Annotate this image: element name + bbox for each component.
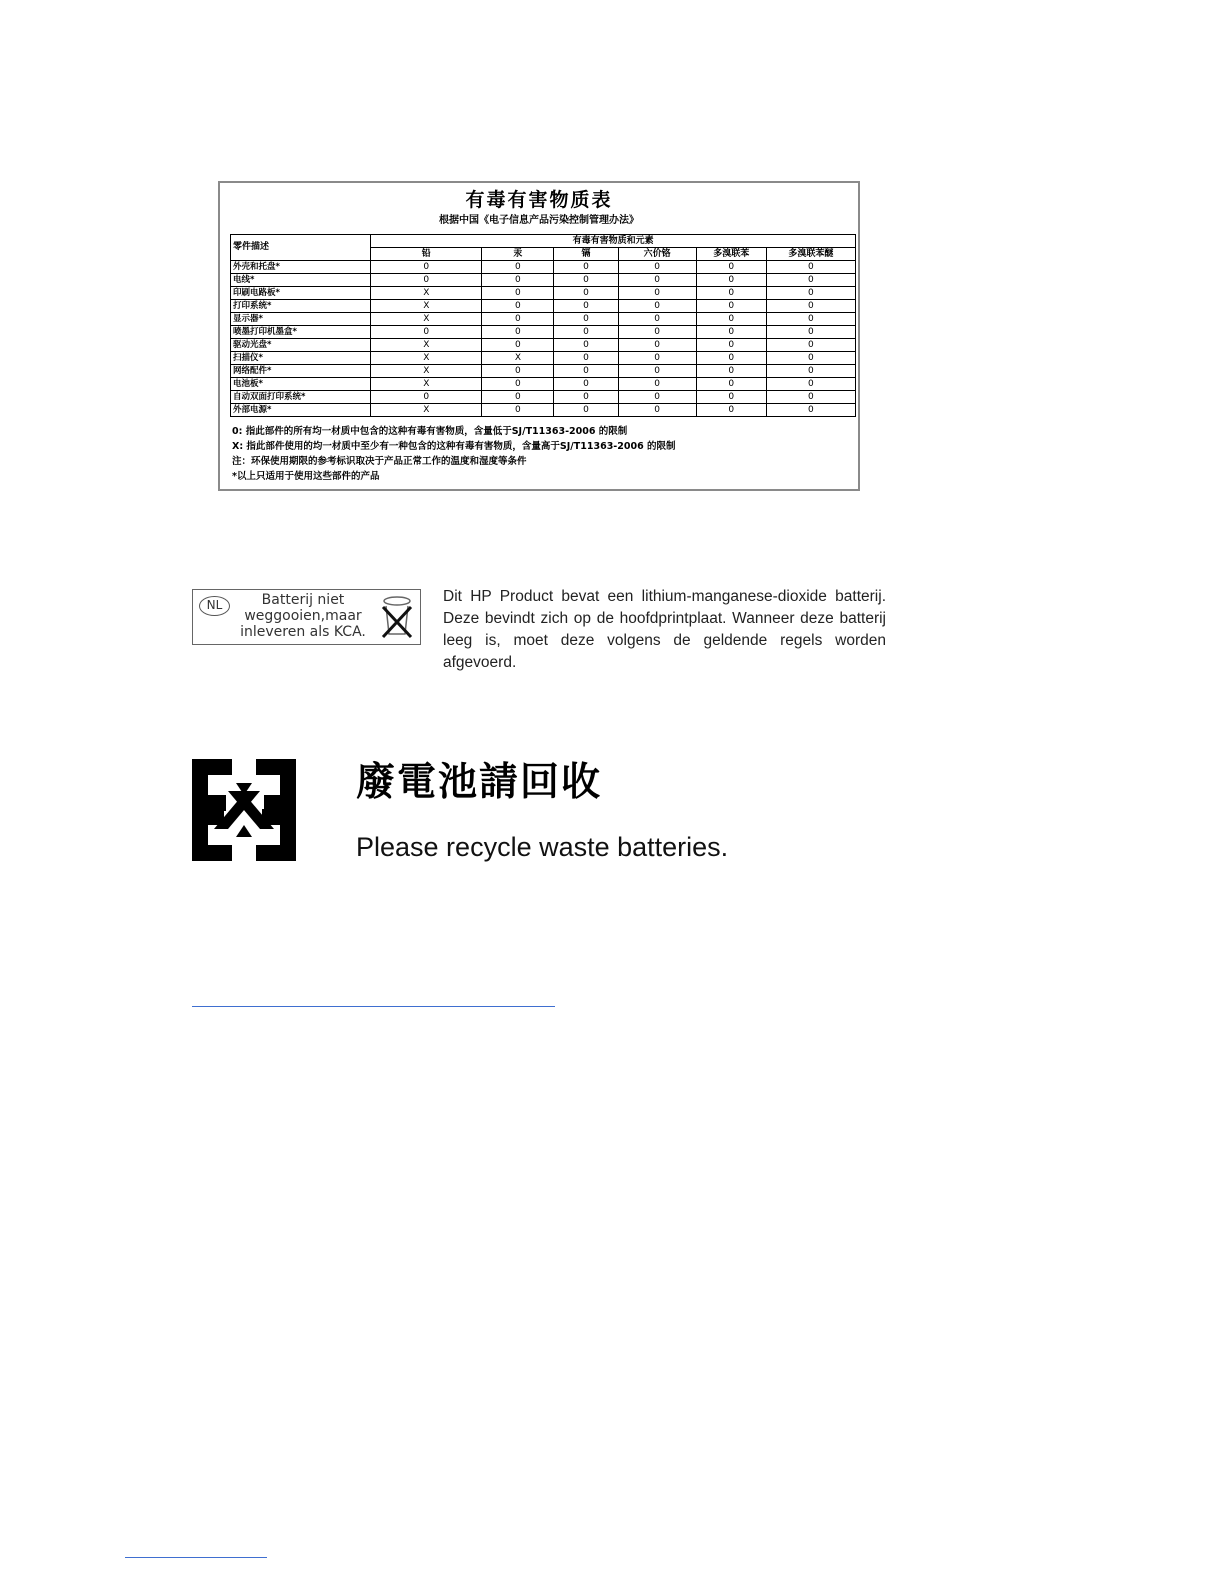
- part-name: 打印系统*: [231, 300, 371, 313]
- substance-value: 0: [554, 391, 618, 404]
- substance-column-header: 六价铬: [618, 248, 696, 261]
- table-row: [231, 261, 856, 274]
- substance-value: 0: [554, 274, 618, 287]
- footnote-divider: [192, 1006, 555, 1007]
- substance-value: 0: [696, 365, 766, 378]
- substance-value: 0: [696, 352, 766, 365]
- table-row: [231, 365, 856, 378]
- substance-value: 0: [766, 378, 855, 391]
- substance-value: 0: [618, 313, 696, 326]
- substance-value: 0: [482, 391, 554, 404]
- substance-value: 0: [618, 391, 696, 404]
- substance-value: 0: [696, 313, 766, 326]
- table-row: [231, 352, 856, 365]
- substance-value: 0: [554, 378, 618, 391]
- substance-value: 0: [618, 287, 696, 300]
- substances-group-header: 有毒有害物质和元素: [371, 235, 856, 248]
- nl-label-line: inleveren als KCA.: [240, 624, 366, 640]
- substance-value: 0: [554, 287, 618, 300]
- substance-value: 0: [371, 326, 482, 339]
- substance-value: 0: [482, 287, 554, 300]
- part-name: 外壳和托盘*: [231, 261, 371, 274]
- substance-value: 0: [766, 300, 855, 313]
- table-note: X: 指此部件使用的均一材质中至少有一种包含的这种有毒有害物质，含量高于SJ/T11363-2006 的限制: [232, 441, 676, 452]
- table-row: [231, 300, 856, 313]
- substance-value: 0: [766, 391, 855, 404]
- substance-value: 0: [696, 404, 766, 417]
- substance-value: X: [371, 365, 482, 378]
- substance-value: 0: [371, 261, 482, 274]
- substance-value: 0: [696, 391, 766, 404]
- substance-column-header: 汞: [482, 248, 554, 261]
- crossed-bin-icon: [379, 594, 415, 642]
- part-name: 自动双面打印系统*: [231, 391, 371, 404]
- substance-value: 0: [696, 287, 766, 300]
- substance-column-header: 镉: [554, 248, 618, 261]
- substance-value: 0: [696, 326, 766, 339]
- substance-value: 0: [482, 261, 554, 274]
- substance-value: X: [371, 352, 482, 365]
- substance-value: 0: [696, 378, 766, 391]
- substance-value: 0: [482, 326, 554, 339]
- table-title: 有毒有害物质表: [465, 189, 613, 211]
- substance-value: X: [371, 378, 482, 391]
- table-row: [231, 378, 856, 391]
- substance-value: 0: [766, 313, 855, 326]
- substance-value: 0: [696, 339, 766, 352]
- substance-value: 0: [618, 300, 696, 313]
- substance-value: X: [371, 300, 482, 313]
- battery-recycle-icon: [192, 759, 296, 861]
- toxic-substances-table: [230, 234, 856, 417]
- part-name: 外部电源*: [231, 404, 371, 417]
- substance-value: 0: [482, 404, 554, 417]
- table-row: [231, 326, 856, 339]
- table-notes: [232, 424, 848, 484]
- substance-value: 0: [766, 352, 855, 365]
- table-row: [231, 313, 856, 326]
- substance-value: 0: [554, 300, 618, 313]
- substance-value: 0: [766, 274, 855, 287]
- substance-value: 0: [618, 274, 696, 287]
- substance-value: 0: [766, 287, 855, 300]
- substance-value: 0: [696, 274, 766, 287]
- substance-value: 0: [554, 261, 618, 274]
- substance-value: 0: [618, 326, 696, 339]
- substance-value: 0: [766, 326, 855, 339]
- substance-value: 0: [766, 365, 855, 378]
- part-name: 喷墨打印机墨盒*: [231, 326, 371, 339]
- table-row: [231, 287, 856, 300]
- substance-value: 0: [554, 339, 618, 352]
- nl-battery-instruction: [231, 592, 375, 640]
- substance-value: 0: [618, 378, 696, 391]
- table-row: [231, 274, 856, 287]
- part-name: 扫描仪*: [231, 352, 371, 365]
- table-row: [231, 339, 856, 352]
- table-subtitle: 根据中国《电子信息产品污染控制管理办法》: [439, 215, 639, 226]
- part-name: 电线*: [231, 274, 371, 287]
- substance-value: 0: [696, 261, 766, 274]
- substance-value: 0: [618, 404, 696, 417]
- substance-value: X: [482, 352, 554, 365]
- substance-value: 0: [482, 365, 554, 378]
- substance-value: 0: [618, 339, 696, 352]
- part-name: 电池板*: [231, 378, 371, 391]
- nl-badge: NL: [199, 596, 230, 616]
- substance-value: 0: [482, 378, 554, 391]
- substance-value: 0: [482, 274, 554, 287]
- part-name: 显示器*: [231, 313, 371, 326]
- recycle-heading-chinese: 廢電池請回收: [356, 760, 603, 805]
- substance-value: 0: [554, 404, 618, 417]
- substance-value: 0: [371, 391, 482, 404]
- substance-value: 0: [618, 261, 696, 274]
- substance-value: 0: [554, 365, 618, 378]
- substance-value: 0: [618, 365, 696, 378]
- substance-column-header: 多溴联苯醚: [766, 248, 855, 261]
- toxic-substances-table-figure: [218, 181, 860, 491]
- substance-value: 0: [482, 339, 554, 352]
- part-name: 网络配件*: [231, 365, 371, 378]
- table-note: *以上只适用于使用这些部件的产品: [232, 471, 380, 482]
- nl-label-line: weggooien,maar: [244, 608, 362, 624]
- substance-column-header: 铅: [371, 248, 482, 261]
- part-name: 印刷电路板*: [231, 287, 371, 300]
- nl-label-line: Batterij niet: [261, 592, 345, 608]
- table-row: [231, 404, 856, 417]
- substance-value: 0: [766, 404, 855, 417]
- substance-value: 0: [554, 352, 618, 365]
- substance-value: X: [371, 287, 482, 300]
- recycle-caption-english: Please recycle waste batteries.: [356, 832, 729, 862]
- substance-value: X: [371, 339, 482, 352]
- nl-battery-label: [192, 589, 421, 645]
- substance-value: 0: [766, 339, 855, 352]
- substance-value: 0: [554, 326, 618, 339]
- substance-value: 0: [371, 274, 482, 287]
- substance-value: 0: [482, 313, 554, 326]
- substance-value: 0: [482, 300, 554, 313]
- part-name: 驱动光盘*: [231, 339, 371, 352]
- substance-value: 0: [554, 313, 618, 326]
- footnote-divider: [125, 1557, 267, 1558]
- table-note: 注：环保使用期限的参考标识取决于产品正常工作的温度和湿度等条件: [232, 456, 527, 467]
- substance-value: 0: [766, 261, 855, 274]
- table-note: 0: 指此部件的所有均一材质中包含的这种有毒有害物质，含量低于SJ/T11363-2006 的限制: [232, 426, 628, 437]
- nl-battery-description: Dit HP Product bevat een lithium-manganese-dioxide batterij. Deze bevindt zich op de hoofdprintplaat. Wanneer deze batterij leeg is, moet deze volgens de geldende regels worden afgevoerd.: [443, 588, 886, 671]
- substance-value: 0: [696, 300, 766, 313]
- substance-value: 0: [618, 352, 696, 365]
- substance-value: X: [371, 404, 482, 417]
- part-column-header: 零件描述: [231, 235, 371, 261]
- substance-value: X: [371, 313, 482, 326]
- table-row: [231, 391, 856, 404]
- substance-column-header: 多溴联苯: [696, 248, 766, 261]
